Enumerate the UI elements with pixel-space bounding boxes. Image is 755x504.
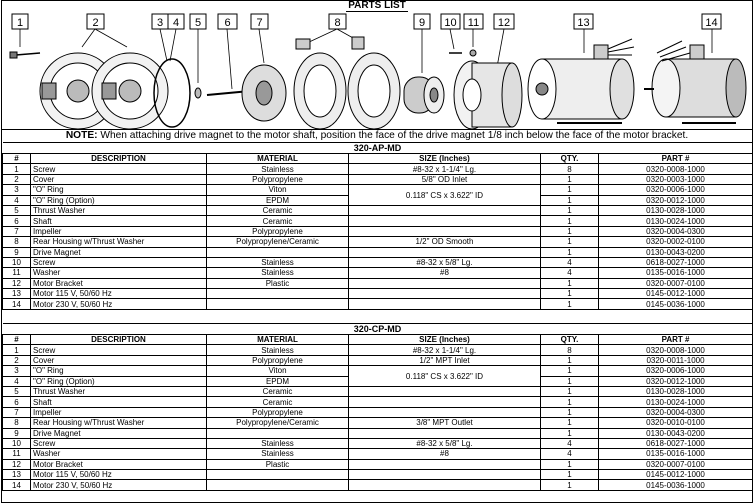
- item-description: Motor Bracket: [31, 459, 207, 469]
- item-number: 1: [3, 164, 31, 174]
- item-material: Viton: [207, 185, 349, 195]
- item-part-number: 0135-0016-1000: [599, 449, 753, 459]
- model-row: [3, 143, 753, 154]
- item-size: [349, 407, 541, 417]
- item-number: 12: [3, 459, 31, 469]
- item-qty: 1: [541, 278, 599, 288]
- table-row: [3, 428, 753, 438]
- table-row: [3, 418, 753, 428]
- item-size: 0.118" CS x 3.622" ID: [349, 185, 541, 206]
- assembly-note: NOTE: When attaching drive magnet to the motor shaft, position the face of the drive magnet 1/8 inch below the face of the motor bracket.: [2, 129, 752, 142]
- parts-list-title: PARTS LIST: [348, 0, 406, 11]
- item-description: Shaft: [31, 397, 207, 407]
- table-row: [3, 438, 753, 448]
- item-description: "O" Ring: [31, 366, 207, 376]
- table-row: [3, 278, 753, 288]
- callout-number: 5: [194, 17, 202, 29]
- item-description: Motor 230 V, 50/60 Hz: [31, 299, 207, 309]
- item-qty: 1: [541, 216, 599, 226]
- table-row: [3, 449, 753, 459]
- item-size: [349, 397, 541, 407]
- callout-number: 8: [334, 17, 341, 29]
- item-material: [207, 299, 349, 309]
- item-material: Polypropylene: [207, 226, 349, 236]
- item-qty: 4: [541, 257, 599, 267]
- item-material: Viton: [207, 366, 349, 376]
- item-description: Rear Housing w/Thrust Washer: [31, 418, 207, 428]
- table-row: [3, 345, 753, 355]
- callout-number: 6: [224, 17, 231, 29]
- item-size: [349, 428, 541, 438]
- item-qty: 8: [541, 164, 599, 174]
- item-material: [207, 428, 349, 438]
- col-size-header: SIZE (Inches): [349, 335, 541, 345]
- item-material: Stainless: [207, 268, 349, 278]
- item-qty: 1: [541, 418, 599, 428]
- item-description: Washer: [31, 449, 207, 459]
- table-row: [3, 366, 753, 376]
- table-row: [3, 397, 753, 407]
- item-part-number: 0130-0043-0200: [599, 247, 753, 257]
- col-material-header: MATERIAL: [207, 335, 349, 345]
- item-size: [349, 459, 541, 469]
- item-material: [207, 480, 349, 490]
- item-qty: 1: [541, 470, 599, 480]
- model-title: 320-AP-MD: [3, 143, 753, 154]
- item-number: 11: [3, 449, 31, 459]
- table-row: [3, 205, 753, 215]
- item-material: Stainless: [207, 257, 349, 267]
- callout-number: 3: [156, 17, 164, 29]
- item-size: #8-32 x 5/8" Lg.: [349, 257, 541, 267]
- item-qty: 1: [541, 480, 599, 490]
- item-number: 13: [3, 289, 31, 299]
- callout-number: 4: [172, 17, 180, 29]
- item-description: Screw: [31, 345, 207, 355]
- table-row: [3, 386, 753, 396]
- item-description: Thrust Washer: [31, 386, 207, 396]
- callout-number: 7: [256, 17, 263, 29]
- item-material: Stainless: [207, 164, 349, 174]
- item-size: [349, 205, 541, 215]
- callout-number: 12: [497, 17, 511, 29]
- item-number: 8: [3, 237, 31, 247]
- item-description: Screw: [31, 257, 207, 267]
- item-number: 5: [3, 386, 31, 396]
- col-description-header: DESCRIPTION: [31, 335, 207, 345]
- table-row: [3, 407, 753, 417]
- item-size: 5/8" OD Inlet: [349, 174, 541, 184]
- item-material: EPDM: [207, 376, 349, 386]
- item-part-number: 0320-0006-1000: [599, 366, 753, 376]
- item-material: Ceramic: [207, 397, 349, 407]
- table-row: [3, 226, 753, 236]
- item-qty: 1: [541, 397, 599, 407]
- item-part-number: 0145-0036-1000: [599, 299, 753, 309]
- callout-number: 10: [444, 17, 457, 29]
- item-number: 9: [3, 247, 31, 257]
- callout-number: 13: [577, 17, 590, 29]
- exploded-pump-diagram: [2, 11, 752, 129]
- item-material: [207, 289, 349, 299]
- item-qty: 1: [541, 174, 599, 184]
- item-description: Screw: [31, 438, 207, 448]
- item-size: #8-32 x 1-1/4" Lg.: [349, 164, 541, 174]
- item-material: Ceramic: [207, 216, 349, 226]
- parts-list-page: [1, 0, 753, 503]
- item-material: Polypropylene/Ceramic: [207, 418, 349, 428]
- item-size: [349, 216, 541, 226]
- item-number: 5: [3, 205, 31, 215]
- item-qty: 1: [541, 366, 599, 376]
- item-size: #8-32 x 5/8" Lg.: [349, 438, 541, 448]
- header-row: [3, 154, 753, 164]
- table-row: [3, 355, 753, 365]
- item-part-number: 0135-0016-1000: [599, 268, 753, 278]
- item-description: "O" Ring (Option): [31, 376, 207, 386]
- item-description: Cover: [31, 174, 207, 184]
- model-title: 320-CP-MD: [3, 324, 753, 335]
- item-qty: 1: [541, 355, 599, 365]
- item-number: 3: [3, 185, 31, 195]
- item-number: 2: [3, 355, 31, 365]
- item-part-number: 0320-0012-1000: [599, 376, 753, 386]
- item-part-number: 0320-0002-0100: [599, 237, 753, 247]
- item-part-number: 0320-0004-0300: [599, 407, 753, 417]
- item-qty: 1: [541, 459, 599, 469]
- table-row: [3, 174, 753, 184]
- item-part-number: 0320-0006-1000: [599, 185, 753, 195]
- item-description: Motor Bracket: [31, 278, 207, 288]
- item-size: [349, 470, 541, 480]
- item-material: Polypropylene/Ceramic: [207, 237, 349, 247]
- col-material-header: MATERIAL: [207, 154, 349, 164]
- item-part-number: 0320-0007-0100: [599, 459, 753, 469]
- item-size: [349, 299, 541, 309]
- table-row: [3, 185, 753, 195]
- table-row: [3, 237, 753, 247]
- callout-number: 14: [705, 17, 718, 29]
- item-description: Impeller: [31, 407, 207, 417]
- item-part-number: 0145-0012-1000: [599, 470, 753, 480]
- item-size: #8-32 x 1-1/4" Lg.: [349, 345, 541, 355]
- item-qty: 1: [541, 407, 599, 417]
- item-description: "O" Ring (Option): [31, 195, 207, 205]
- item-number: 14: [3, 299, 31, 309]
- table-row: [3, 459, 753, 469]
- item-number: 8: [3, 418, 31, 428]
- item-part-number: 0320-0011-1000: [599, 355, 753, 365]
- item-part-number: 0130-0043-0200: [599, 428, 753, 438]
- item-part-number: 0130-0024-1000: [599, 216, 753, 226]
- item-material: Stainless: [207, 449, 349, 459]
- col-part-header: PART #: [599, 154, 753, 164]
- item-number: 4: [3, 376, 31, 386]
- item-number: 12: [3, 278, 31, 288]
- item-size: [349, 289, 541, 299]
- callout-number: 1: [16, 17, 24, 29]
- item-description: Motor 115 V, 50/60 Hz: [31, 470, 207, 480]
- item-size: [349, 226, 541, 236]
- item-number: 6: [3, 216, 31, 226]
- item-part-number: 0130-0028-1000: [599, 386, 753, 396]
- item-description: Motor 115 V, 50/60 Hz: [31, 289, 207, 299]
- item-part-number: 0320-0003-1000: [599, 174, 753, 184]
- item-material: Stainless: [207, 438, 349, 448]
- item-description: Cover: [31, 355, 207, 365]
- table-row: [3, 247, 753, 257]
- item-qty: 4: [541, 438, 599, 448]
- item-part-number: 0130-0028-1000: [599, 205, 753, 215]
- item-material: Polypropylene: [207, 355, 349, 365]
- col-qty-header: QTY.: [541, 154, 599, 164]
- item-number: 9: [3, 428, 31, 438]
- item-qty: 1: [541, 289, 599, 299]
- item-qty: 1: [541, 376, 599, 386]
- item-material: Stainless: [207, 345, 349, 355]
- table-row: [3, 164, 753, 174]
- item-description: Washer: [31, 268, 207, 278]
- item-qty: 1: [541, 237, 599, 247]
- item-number: 10: [3, 257, 31, 267]
- item-description: Drive Magnet: [31, 247, 207, 257]
- item-part-number: 0145-0036-1000: [599, 480, 753, 490]
- item-qty: 1: [541, 386, 599, 396]
- item-part-number: 0320-0004-0300: [599, 226, 753, 236]
- item-description: Motor 230 V, 50/60 Hz: [31, 480, 207, 490]
- item-qty: 1: [541, 299, 599, 309]
- item-part-number: 0320-0010-0100: [599, 418, 753, 428]
- item-description: Shaft: [31, 216, 207, 226]
- item-qty: 1: [541, 247, 599, 257]
- item-qty: 1: [541, 428, 599, 438]
- item-number: 2: [3, 174, 31, 184]
- item-part-number: 0130-0024-1000: [599, 397, 753, 407]
- col-qty-header: QTY.: [541, 335, 599, 345]
- col-num-header: #: [3, 154, 31, 164]
- item-qty: 8: [541, 345, 599, 355]
- item-material: Polypropylene: [207, 407, 349, 417]
- item-part-number: 0618-0027-1000: [599, 438, 753, 448]
- col-part-header: PART #: [599, 335, 753, 345]
- item-number: 13: [3, 470, 31, 480]
- table-row: [3, 257, 753, 267]
- col-description-header: DESCRIPTION: [31, 154, 207, 164]
- header-row: [3, 335, 753, 345]
- callout-number: 11: [467, 17, 480, 29]
- item-material: Plastic: [207, 278, 349, 288]
- item-description: "O" Ring: [31, 185, 207, 195]
- item-qty: 1: [541, 205, 599, 215]
- item-description: Rear Housing w/Thrust Washer: [31, 237, 207, 247]
- item-size: 3/8" MPT Outlet: [349, 418, 541, 428]
- item-material: Ceramic: [207, 386, 349, 396]
- table-row: [3, 470, 753, 480]
- table-row: [3, 299, 753, 309]
- item-part-number: 0320-0012-1000: [599, 195, 753, 205]
- item-size: [349, 480, 541, 490]
- item-number: 6: [3, 397, 31, 407]
- parts-table-320-cp-md: [2, 323, 753, 491]
- item-size: 1/2" OD Smooth: [349, 237, 541, 247]
- callout-number: 2: [92, 17, 99, 29]
- item-description: Drive Magnet: [31, 428, 207, 438]
- item-size: 1/2" MPT Inlet: [349, 355, 541, 365]
- item-description: Thrust Washer: [31, 205, 207, 215]
- item-qty: 4: [541, 268, 599, 278]
- item-size: [349, 247, 541, 257]
- item-number: 3: [3, 366, 31, 376]
- item-material: [207, 247, 349, 257]
- col-size-header: SIZE (Inches): [349, 154, 541, 164]
- item-part-number: 0320-0007-0100: [599, 278, 753, 288]
- parts-table-320-ap-md: [2, 142, 753, 310]
- item-size: #8: [349, 449, 541, 459]
- col-num-header: #: [3, 335, 31, 345]
- item-qty: 4: [541, 449, 599, 459]
- item-qty: 1: [541, 195, 599, 205]
- item-material: Ceramic: [207, 205, 349, 215]
- item-number: 10: [3, 438, 31, 448]
- item-number: 14: [3, 480, 31, 490]
- item-number: 11: [3, 268, 31, 278]
- item-number: 7: [3, 226, 31, 236]
- item-description: Screw: [31, 164, 207, 174]
- table-row: [3, 480, 753, 490]
- table-row: [3, 268, 753, 278]
- item-material: [207, 470, 349, 480]
- model-row: [3, 324, 753, 335]
- item-number: 4: [3, 195, 31, 205]
- table-row: [3, 289, 753, 299]
- item-material: Polypropylene: [207, 174, 349, 184]
- item-size: [349, 278, 541, 288]
- callout-number: 9: [418, 17, 426, 29]
- item-part-number: 0320-0008-1000: [599, 345, 753, 355]
- item-size: #8: [349, 268, 541, 278]
- item-part-number: 0618-0027-1000: [599, 257, 753, 267]
- table-row: [3, 216, 753, 226]
- item-material: EPDM: [207, 195, 349, 205]
- item-qty: 1: [541, 226, 599, 236]
- item-size: 0.118" CS x 3.622" ID: [349, 366, 541, 387]
- item-description: Impeller: [31, 226, 207, 236]
- item-number: 7: [3, 407, 31, 417]
- item-number: 1: [3, 345, 31, 355]
- item-part-number: 0320-0008-1000: [599, 164, 753, 174]
- item-part-number: 0145-0012-1000: [599, 289, 753, 299]
- item-material: Plastic: [207, 459, 349, 469]
- item-size: [349, 386, 541, 396]
- item-qty: 1: [541, 185, 599, 195]
